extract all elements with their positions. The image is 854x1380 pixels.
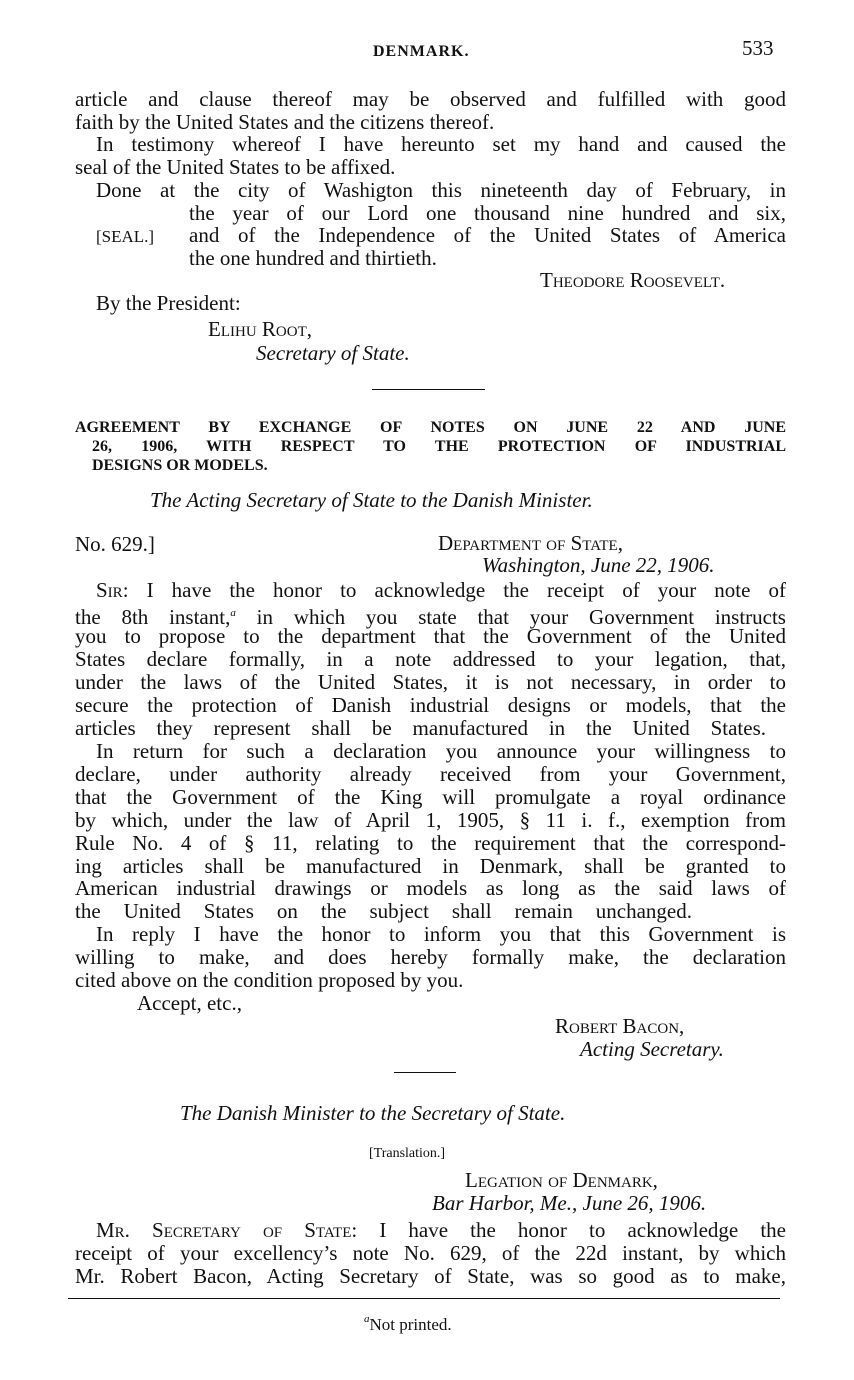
footnote-marker: a [230,607,236,619]
signer-name: Robert Bacon, [555,1014,685,1038]
text-fragment: the 8th instant, [75,605,231,629]
footnote-rule [68,1298,780,1299]
text-line: Done at the city of Washigton this nineteenth day of February, in [96,178,786,202]
text-line [96,579,786,602]
text-line: articles they represent shall be manufactured in the United States. [75,716,766,740]
text-line: under the laws of the United States, it is not necessary, in order to [75,670,786,694]
text-line: In testimony whereof I have hereunto set my hand and caused the [96,132,786,156]
text-fragment: : I have the honor to acknowledge the [351,1218,786,1242]
salutation: Mr. Secretary of State [96,1218,352,1242]
place-date: Washington, June 22, 1906. [482,553,715,577]
place-date: Bar Harbor, Me., June 26, 1906. [432,1191,707,1215]
legation-heading: Legation of Denmark, [465,1168,658,1192]
text-line: cited above on the condition proposed by you. [75,968,464,992]
countersign-name: Elihu Root, [208,317,312,341]
note-title: The Danish Minister to the Secretary of State. [180,1101,566,1125]
by-the-president: By the President: [96,291,241,315]
page-number: 533 [742,36,774,60]
agreement-heading: 26, 1906, WITH RESPECT TO THE PROTECTION OF INDUSTRIAL [92,438,786,455]
text-line: Mr. Robert Bacon, Acting Secretary of State, was so good as to make, [75,1264,786,1288]
text-line: by which, under the law of April 1, 1905, § 11 i. f., exemption from [75,808,786,832]
text-line: In return for such a declaration you announce your willingness to [96,739,786,763]
text-line: receipt of your excellency’s note No. 629, of the 22d instant, by which [75,1241,786,1265]
text-line: that the Government of the King will promulgate a royal ordinance [75,785,786,809]
text-fragment: : I have the honor to acknowledge the receipt of your note of [122,578,786,602]
text-line: article and clause thereof may be observed and fulfilled with good [75,87,786,111]
section-divider [394,1072,456,1073]
footnote [364,1308,452,1336]
agreement-heading: AGREEMENT BY EXCHANGE OF NOTES ON JUNE 22 AND JUNE [75,419,786,436]
text-line: willing to make, and does hereby formally make, the declaration [75,945,786,969]
translation-label: [Translation.] [369,1146,446,1161]
footnote-marker: a [364,1313,370,1325]
text-line: Rule No. 4 of § 11, relating to the requirement that the correspond- [75,831,786,855]
footnote-text: Not printed. [369,1315,452,1334]
closing: Accept, etc., [137,991,242,1015]
text-line: the year of our Lord one thousand nine hundred and six, [189,201,786,225]
text-line: seal of the United States to be affixed. [75,155,396,179]
signature-roosevelt: Theodore Roosevelt. [540,268,726,292]
signer-title: Acting Secretary. [580,1037,724,1061]
text-line: you to propose to the department that the Government of the United [75,624,786,648]
text-line: ing articles shall be manufactured in Denmark, shall be granted to [75,854,786,878]
seal-label: [SEAL.] [96,227,155,246]
text-line: and of the Independence of the United States of America [189,223,786,247]
text-line: declare, under authority already received from your Government, [75,762,786,786]
text-line: the one hundred and thirtieth. [189,246,437,270]
text-line: secure the protection of Danish industrial designs or models, that the [75,693,786,717]
running-title: DENMARK. [373,43,470,60]
text-line: In reply I have the honor to inform you that this Government is [96,922,786,946]
section-divider [372,389,485,390]
department-heading: Department of State, [438,531,623,555]
text-line: American industrial drawings or models as long as the said laws of [75,876,786,900]
text-line: the United States on the subject shall remain unchanged. [75,899,692,923]
text-fragment: in which you state that your Government instructs [235,605,786,629]
countersign-title: Secretary of State. [256,341,410,365]
note-title: The Acting Secretary of State to the Danish Minister. [150,488,593,512]
text-line: States declare formally, in a note addressed to your legation, that, [75,647,786,671]
salutation: Sir [96,578,123,602]
text-line: faith by the United States and the citizens thereof. [75,110,495,134]
note-number: No. 629.] [75,532,155,556]
text-line [96,1219,786,1242]
agreement-heading: DESIGNS OR MODELS. [92,457,268,474]
